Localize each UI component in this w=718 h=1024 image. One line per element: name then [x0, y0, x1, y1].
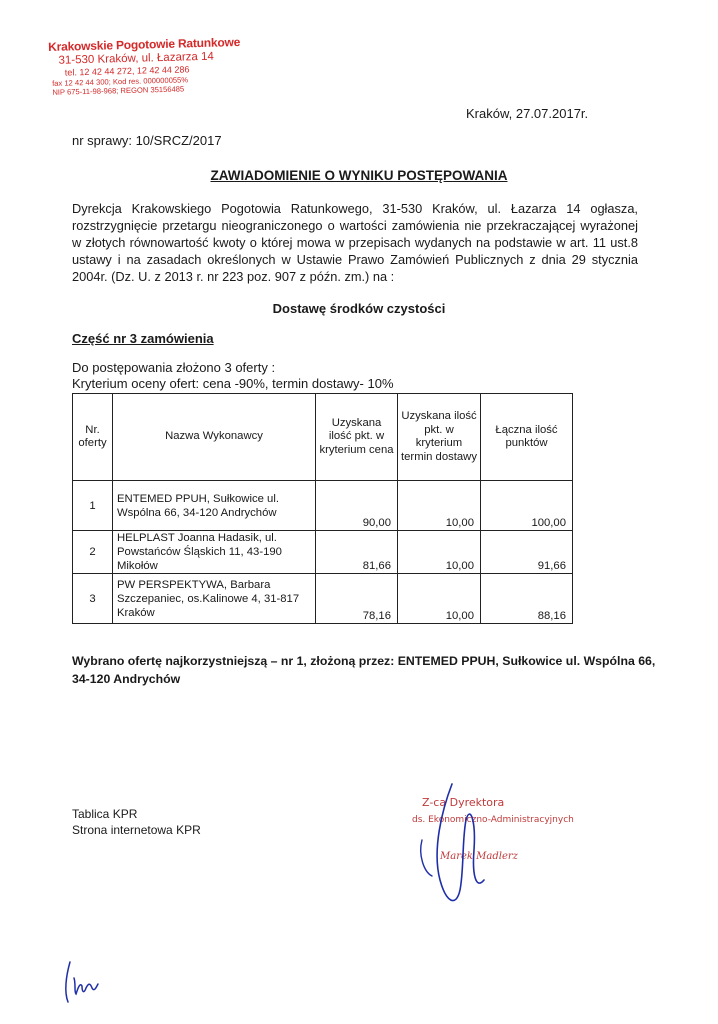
handwritten-signature	[392, 780, 602, 930]
header-price-points: Uzyskana ilość pkt. w kryterium cena	[316, 394, 398, 481]
total-points: 88,16	[481, 574, 573, 624]
document-title: ZAWIADOMIENIE O WYNIKU POSTĘPOWANIA	[210, 168, 508, 183]
total-points: 100,00	[481, 481, 573, 531]
offers-info	[72, 360, 394, 392]
intro-paragraph: Dyrekcja Krakowskiego Pogotowia Ratunkowego, 31-530 Kraków, ul. Łazarza 14 ogłasza, rozstrzygnięcie przetargu nieograniczonego o wartości zamówienia nie przekraczającej wyrażonej w złotych równowartość kwoty o której mowa w przepisach wydanych na podstawie w art. 11 ust.8 ustawy i na zasadach określonych w Ustawie Prawo Zamówień Publicznych z dnia 29 stycznia 2004r. (Dz. U. z 2013 r. nr 223 poz. 907 z późn. zm.) na :	[72, 201, 638, 284]
stamp-ids: NIP 675-11-98-968; REGON 35156485	[52, 84, 185, 97]
institution-stamp	[48, 35, 239, 97]
results-table	[72, 393, 573, 624]
contractor-name: PW PERSPEKTYWA, Barbara Szczepaniec, os.Kalinowe 4, 31-817 Kraków	[113, 574, 316, 624]
contractor-name: ENTEMED PPUH, Sułkowice ul. Wspólna 66, 34-120 Andrychów	[113, 481, 316, 531]
offer-number: 2	[73, 531, 113, 574]
delivery-points: 10,00	[398, 481, 481, 531]
table-row	[73, 531, 573, 574]
procurement-subject: Dostawę środków czystości	[272, 301, 446, 316]
header-offer-number: Nr. oferty	[73, 394, 113, 481]
case-number: nr sprawy: 10/SRCZ/2017	[72, 133, 222, 148]
distribution-item: Strona internetowa KPR	[72, 823, 201, 837]
distribution-list	[72, 806, 201, 838]
document-date: Kraków, 27.07.2017r.	[466, 106, 589, 121]
header-contractor-name: Nazwa Wykonawcy	[113, 394, 316, 481]
delivery-points: 10,00	[398, 574, 481, 624]
price-points: 81,66	[316, 531, 398, 574]
signature-stamp	[392, 780, 602, 930]
offer-number: 1	[73, 481, 113, 531]
contractor-name: HELPLAST Joanna Hadasik, ul. Powstańców Śląskich 11, 43-190 Mikołów	[113, 531, 316, 574]
part-title: Część nr 3 zamówienia	[72, 331, 214, 346]
evaluation-criteria: Kryterium oceny ofert: cena -90%, termin dostawy- 10%	[72, 376, 394, 391]
stamp-fax: fax 12 42 44 300; Kod res. 000000055%	[52, 75, 189, 88]
initials-signature	[60, 958, 110, 1008]
stamp-institution-name: Krakowskie Pogotowie Ratunkowe	[48, 34, 241, 54]
header-delivery-points: Uzyskana ilość pkt. w kryterium termin dostawy	[398, 394, 481, 481]
stamp-phone: tel. 12 42 44 272, 12 42 44 286	[64, 64, 190, 78]
delivery-points: 10,00	[398, 531, 481, 574]
distribution-item: Tablica KPR	[72, 807, 138, 821]
selected-offer: Wybrano ofertę najkorzystniejszą – nr 1, złożoną przez: ENTEMED PPUH, Sułkowice ul. Wspólna 66, 34-120 Andrychów	[72, 654, 656, 686]
signatory-department: ds. Ekonomiczno-Administracyjnych	[412, 815, 574, 825]
table-row	[73, 574, 573, 624]
price-points: 78,16	[316, 574, 398, 624]
header-total-points: Łączna ilość punktów	[481, 394, 573, 481]
signatory-name: Marek Madlerz	[440, 851, 518, 862]
table-header-row	[73, 394, 573, 481]
price-points: 90,00	[316, 481, 398, 531]
signatory-role: Z-ca Dyrektora	[422, 796, 505, 809]
offer-number: 3	[73, 574, 113, 624]
offers-count: Do postępowania złożono 3 oferty :	[72, 360, 276, 375]
total-points: 91,66	[481, 531, 573, 574]
stamp-address: 31-530 Kraków, ul. Łazarza 14	[58, 50, 215, 67]
table-row	[73, 481, 573, 531]
